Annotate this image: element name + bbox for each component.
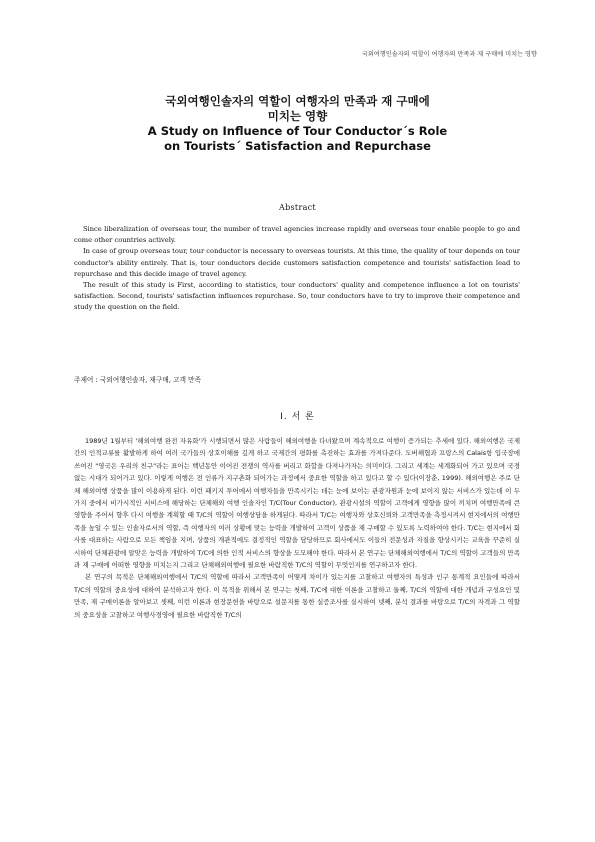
introduction-body (74, 435, 520, 621)
abstract-paragraph: In case of group overseas tour, tour conductor is necessary to overseas tourists. At this time, the quality of tour depends on tour conductor's ability entirely. That is, tour conductors decide customers satisfaction competence and tourists' satisfaction lead to repurchase and this decide image of travel agency. (74, 247, 520, 278)
title-korean-line2: 미치는 영향 (267, 109, 328, 123)
abstract-body (74, 224, 520, 314)
title-english-line2: on Tourists´ Satisfaction and Repurchase (164, 139, 431, 153)
section-heading: Ⅰ. 서 론 (280, 412, 315, 422)
title-english-line1: A Study on Influence of Tour Conductor´s Role (147, 124, 448, 138)
body-paragraph: 1989년 1월부터 '해외여행 완전 자유화'가 시행되면서 많은 사람들이 해외여행을 다녀왔으며 계속적으로 여행이 증가되는 추세에 있다. 해외여행은 국제간의 인적교류를 활발하게 하여 여러 국가들의 상호이해를 깊게 하고 국제간의 평화를 촉진하는 효과를 가져다준다. 도버해협과 프랑스의 Calais항 입국장에 쓰여진 "영국은 우리의 친구"라는 표어는 백년동안 이어진 전쟁의 역사를 버리고 화합을 다져나가자는 의미이다. 그리고 세계는 세계화되어 가고 있으며 국경 없는 시대가 되어가고 있다. 이렇게 여행은 전 인류가 지구촌화 되어가는 과정에서 중요한 역할을 하고 있다고 할 수 있다(이장춘, 1999). 해외여행은 주로 단체 해외여행 상품을 많이 이용하게 된다. 이런 패키지 투어에서 여행자들을 만족시키는 데는 눈에 보이는 관광자원과 눈에 보이지 않는 서비스가 있는데 이 두 가지 중에서 비가시적인 서비스에 해당하는 단체해외 여행 인솔자인 T/C(Tour Conductor), 관광시설의 역할이 고객에게 영향을 많이 끼치며 여행만족에 큰 영향을 주어서 향후 다시 여행을 계획할 때 T/C의 역할이 여행상담을 하게된다. 따라서 T/C는 여행자와 상호신뢰와 고객만족을 측정시켜서 현지에서의 여행만족을 높일 수 있는 인솔자로서의 역할, 즉 여행자의 여러 상황에 맞는 능력을 개발하여 고객이 상품을 재 구매할 수 있도록 노력하여야 한다. T/C는 현지에서 회사를 대표하는 사람으로 모든 책임을 지며, 상품의 개관적에도 결정적인 역할을 담당하므로 회사에서도 이들의 전문성과 자질을 향상시키는 교육을 꾸준히 실시하여 단체관광에 알맞은 능력을 개발하여 T/C에 의한 인적 서비스의 향상을 도모해야 한다. 따라서 본 연구는 단체해외여행에서 T/C의 역할이 고객들의 만족과 재 구매에 어떠한 영향을 미치는지 그리고 단체해외여행에 필요한 바람직한 T/C의 역할이 무엇인지를 연구하고자 한다. (74, 437, 520, 570)
abstract-paragraph: Since liberalization of overseas tour, the number of travel agencies increase rapidly and overseas tour enable people to go and come other countries actively. (74, 225, 520, 245)
abstract-heading: Abstract (279, 203, 316, 212)
title-block (80, 94, 515, 154)
title-korean-line1: 국외여행인솔자의 역할이 여행자의 만족과 재 구매에 (165, 94, 430, 108)
body-paragraph: 본 연구의 목적은 단체해외여행에서 T/C의 역할에 따라서 고객만족이 어떻게 차이가 있는지를 고찰하고 여행자의 특성과 인구 통계적 요인들에 따라서 T/C의 역할의 중요성에 대하여 분석하고자 한다. 이 목적을 위해서 본 연구는 첫째, T/C에 대한 이론을 고찰하고 둘째, T/C의 역할에 대한 개념과 구성요인 및 만족, 재 구매이론을 알아보고 셋째, 이런 이론과 현장문헌을 바탕으로 설문지를 통한 실증조사를 실시하여 넷째, 분석 결과를 바탕으로 T/C의 자격과 그 역할의 중요성을 고찰하고 여행사경영에 필요한 바람직한 T/C의 (74, 573, 520, 619)
running-header: 국외여행인솔자의 역할이 여행자의 만족과 재 구매에 미치는 영향 (361, 51, 537, 58)
abstract-paragraph: The result of this study is First, according to statistics, tour conductors' quality and competence influence a lot on tourists' satisfaction. Second, tourists' satisfaction influences repurchase. So, tour conductors have to try to improve their competence and study the question on the field. (74, 281, 520, 312)
keywords: 주제어 : 국외여행인솔자, 재구매, 고객 만족 (74, 376, 201, 384)
